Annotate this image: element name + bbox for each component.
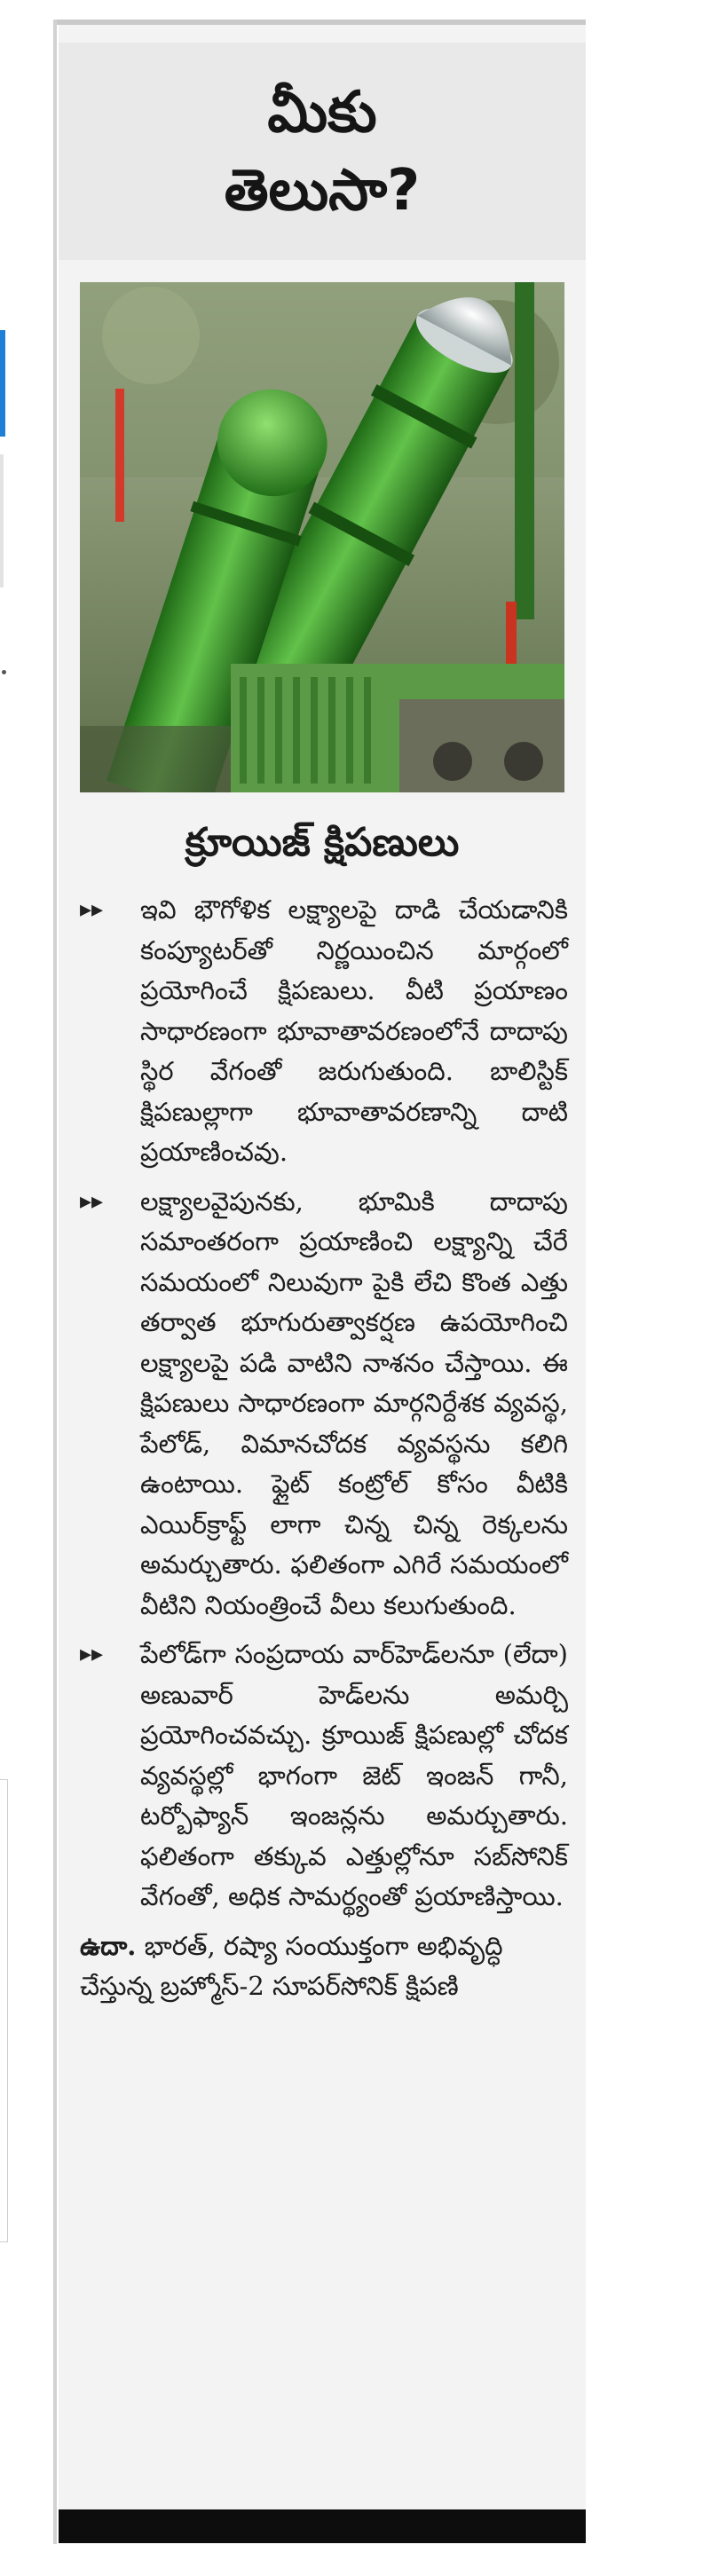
bullet-text: ఇవి భౌగోళిక లక్ష్యాలపై దాడి చేయడానికి కంప్యూటర్‌తో నిర్ణయించిన మార్గంలో ప్రయోగించే క్షిపణులు. వీటి ప్రయాణం సాధారణంగా భూవాతావరణంలోనే దాదాపు స్థిర వేగంతో జరుగుతుంది. బాలిస్టిక్ క్షిపణుల్లాగా భూవాతావరణాన్ని దాటి ప్రయాణించవు. bbox=[140, 894, 568, 1167]
bullet-paragraph bbox=[80, 1182, 568, 1627]
bullet-text: పేలోడ్‌గా సంప్రదాయ వార్‌హెడ్‌లనూ (లేదా) అణువార్ హెడ్‌లను అమర్చి ప్రయోగించవచ్చు. క్రూయిజ్ క్షిపణుల్లో చోదక వ్యవస్థల్లో భాగంగా జెట్ ఇంజన్ గానీ, టర్బోఫ్యాన్ ఇంజన్లను అమర్చుతారు. ఫలితంగా తక్కువ ఎత్తుల్లోనూ సబ్‌సోనిక్ వేగంతో, అధిక సామర్థ్యంతో ప్రయాణిస్తాయి. bbox=[140, 1639, 568, 1911]
bullet-paragraph bbox=[80, 890, 568, 1173]
adjacent-column-accent bbox=[0, 330, 5, 437]
article-column bbox=[59, 25, 586, 2543]
missile-photo bbox=[80, 282, 564, 792]
example-text: భారత్, రష్యా సంయుక్తంగా అభివృద్ధి చేస్తున్న బ్రహ్మోస్-2 సూపర్‌సోనిక్ క్షిపణి bbox=[80, 1930, 503, 2001]
column-left-rule bbox=[53, 20, 57, 2544]
adjacent-column-dot bbox=[2, 670, 6, 674]
article-body bbox=[80, 890, 568, 2033]
adjacent-column-frame bbox=[0, 1779, 8, 2242]
heading-box bbox=[59, 43, 586, 260]
example-label: ఉదా. bbox=[80, 1930, 137, 1961]
heading-line-1: మీకు bbox=[267, 79, 377, 146]
bullet-text: లక్ష్యాలవైపునకు, భూమికి దాదాపు సమాంతరంగా ప్రయాణించి లక్ష్యాన్ని చేరే సమయంలో నిలువుగా పైకి లేచి కొంత ఎత్తు తర్వాత భూగురుత్వాకర్షణ ఉపయోగించి లక్ష్యాలపై పడి వాటిని నాశనం చేస్తాయి. ఈ క్షిపణులు సాధారణంగా మార్గనిర్దేశక వ్యవస్థ, పేలోడ్, విమానచోదక వ్యవస్థను కలిగి ఉంటాయి. ఫ్లైట్ కంట్రోల్ కోసం వీటికి ఎయిర్‌క్రాఫ్ట్ లాగా చిన్న చిన్న రెక్కలను అమర్చుతారు. ఫలితంగా ఎగిరే సమయంలో వీటిని నియంత్రించే వీలు కలుగుతుంది. bbox=[140, 1186, 568, 1620]
double-arrow-bullet-icon: ▸▸ bbox=[80, 896, 104, 923]
example-paragraph bbox=[80, 1926, 568, 2007]
heading-line-2: తెలుసా? bbox=[224, 157, 421, 224]
missile-illustration bbox=[80, 282, 564, 792]
adjacent-column-edge bbox=[0, 454, 4, 587]
column-bottom-bar bbox=[59, 2509, 586, 2543]
double-arrow-bullet-icon: ▸▸ bbox=[80, 1641, 104, 1667]
double-arrow-bullet-icon: ▸▸ bbox=[80, 1187, 104, 1215]
bullet-paragraph bbox=[80, 1635, 568, 1918]
article-subhead: క్రూయిజ్ క్షిపణులు bbox=[185, 820, 460, 865]
